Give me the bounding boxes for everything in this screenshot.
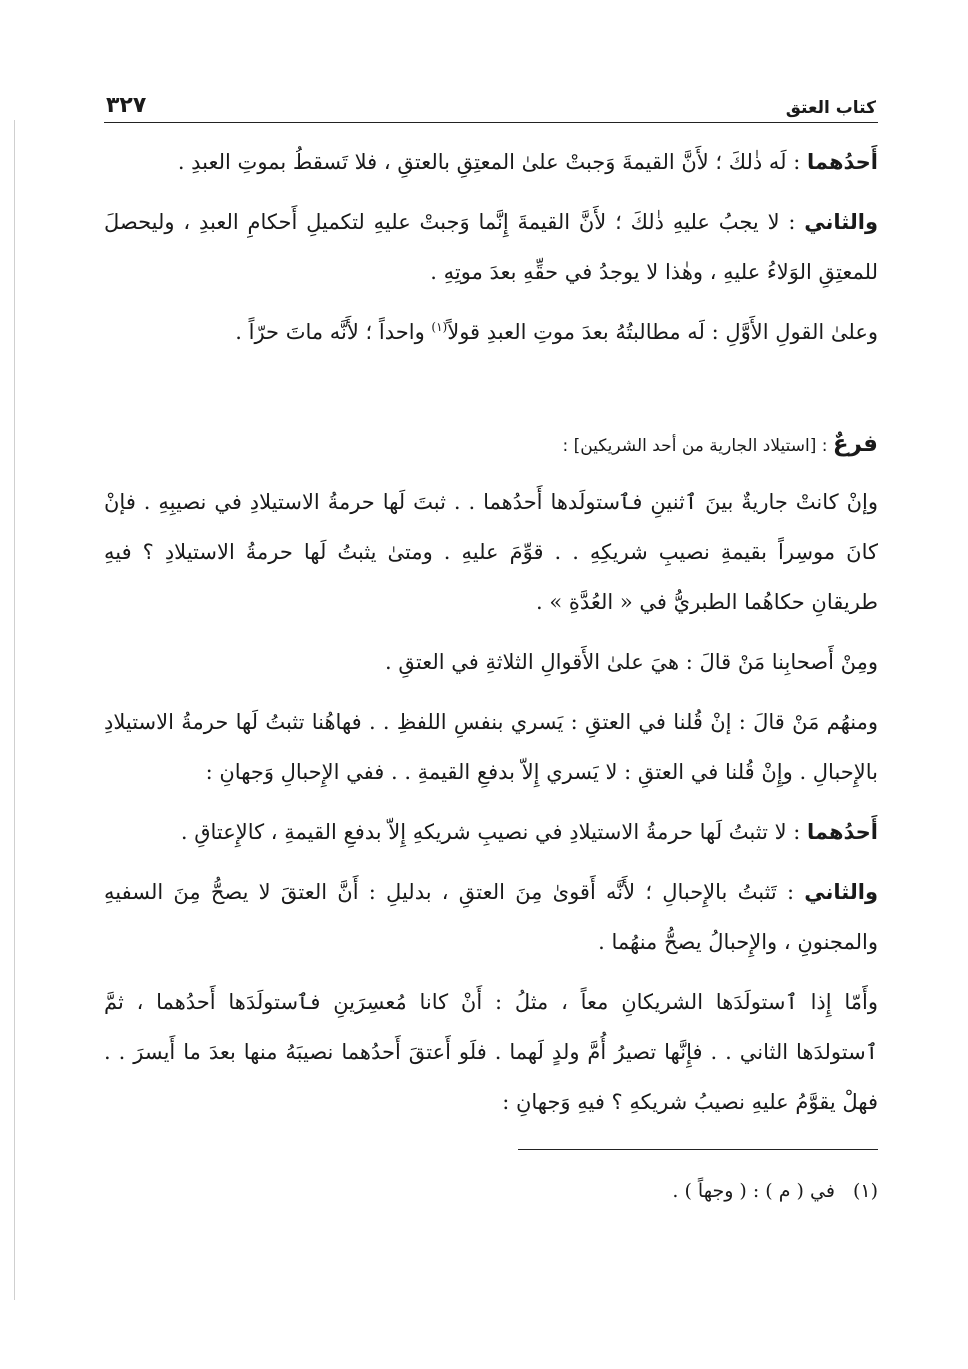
paragraph-text: وعلىٰ القولِ الأَوَّلِ : لَه مطالبتُهُ بعدَ موتِ العبدِ قولاً	[447, 320, 878, 344]
paragraph	[104, 637, 878, 687]
section-heading	[104, 419, 878, 471]
paragraph	[104, 867, 878, 967]
paragraph-text: : تَثبتُ بالإِحبالِ ؛ لأَنَّه أَقوىٰ مِنَ العتقِ ، بدليلِ : أَنَّ العتقَ لا يصحُّ مِنَ السفيهِ والمجنونِ ، والإِحبالُ يصحُّ منهُما .	[104, 880, 878, 954]
paragraph	[104, 807, 878, 857]
section-label: فرعٌ	[832, 431, 878, 457]
footnote-reference[interactable]: (١)	[431, 320, 448, 334]
paragraph-text: ومِنْ أَصحابِنا مَنْ قالَ : هيَ علىٰ الأَقوالِ الثلاثةِ في العتقِ .	[385, 650, 878, 674]
scan-edge-line	[14, 120, 15, 1300]
running-header	[104, 80, 878, 123]
paragraph-text: وإنْ كانتْ جاريةٌ بينَ ٱثنينِ فٱستولَدها أَحدُهما . . ثبتَ لَها حرمةُ الاستيلادِ في نصيبِهِ . فإنْ كانَ موسِراً بقيمةِ نصيبِ شريكِهِ . . قوِّمَ عليهِ . ومتىٰ يثبتُ لَها حرمةُ الاستيلادِ ؟ فيهِ طريقانِ حكاهُما الطبريُّ في « العُدَّةِ » .	[104, 490, 878, 614]
paragraph	[104, 197, 878, 297]
paragraph-text: وأَمّا إِذا ٱستولَدَها الشريكانِ معاً ، مثلُ : أَنْ كانا مُعسِرَينِ فٱستولَدَها أَحدُهما ، ثمَّ ٱستولدَها الثاني . . فإِنَّها تصيرُ أُمَّ ولدٍ لَهما . فلَو أَعتقَ أَحدُهما نصيبَهُ منها بعدَ ما أَيسرَ . . فهلْ يقوَّمُ عليهِ نصيبُ شريكهِ ؟ فيهِ وَجهانِ :	[104, 990, 878, 1114]
book-title: كتاب العتق	[785, 98, 876, 118]
book-page	[104, 80, 878, 1206]
section-spacer	[104, 367, 878, 419]
page-body	[104, 137, 878, 1206]
footnote-divider	[518, 1149, 878, 1150]
paragraph	[104, 307, 878, 357]
paragraph-lead: أَحدُهما	[807, 820, 878, 844]
footnote	[104, 1176, 878, 1206]
page-number: ٣٢٧	[106, 93, 147, 118]
paragraph-text: : لا تثبتُ لَها حرمةُ الاستيلادِ في نصيبِ شريكهِ إِلاّ بدفعِ القيمةِ ، كالإِعتاقِ .	[180, 820, 807, 844]
paragraph	[104, 697, 878, 797]
section-subject: : [استيلاد الجارية من أحد الشريكين] :	[562, 436, 833, 456]
paragraph-text: : لَه ذٰلكَ ؛ لأَنَّ القيمةَ وَجبتْ علىٰ المعتِقِ بالعتقِ ، فلا تَسقطُ بموتِ العبدِ .	[177, 150, 807, 174]
paragraph	[104, 977, 878, 1127]
paragraph-text: ومنهُم مَنْ قالَ : إنْ قُلنا في العتقِ : يَسري بنفسِ اللفظِ . . فهاهُنا تثبتُ لَها حرمةُ الاستيلادِ بالإِحبالِ . وإِنْ قُلنا في العتقِ : لا يَسري إِلاّ بدفعِ القيمةِ . . ففي الإِحبالِ وَجهانِ :	[104, 710, 878, 784]
paragraph-lead: والثاني	[804, 210, 878, 234]
footnote-number: (١)	[852, 1180, 878, 1202]
paragraph-lead: والثاني	[804, 880, 878, 904]
paragraph-text: واحداً ؛ لأَنَّه ماتَ حرّاً .	[235, 320, 432, 344]
paragraph	[104, 477, 878, 627]
footnote-text: في ( م ) : ( وجهاً ) .	[672, 1180, 835, 1202]
paragraph-text: : لا يجبُ عليهِ ذٰلكَ ؛ لأَنَّ القيمةَ إِنَّما وَجبتْ عليهِ لتكميلِ أَحكامِ العبدِ ، وليحصلَ للمعتِقِ الوَلاءُ عليهِ ، وهٰذا لا يوجدُ في حقِّهِ بعدَ موتِهِ .	[104, 210, 878, 284]
paragraph	[104, 137, 878, 187]
paragraph-lead: أَحدُهما	[807, 150, 878, 174]
